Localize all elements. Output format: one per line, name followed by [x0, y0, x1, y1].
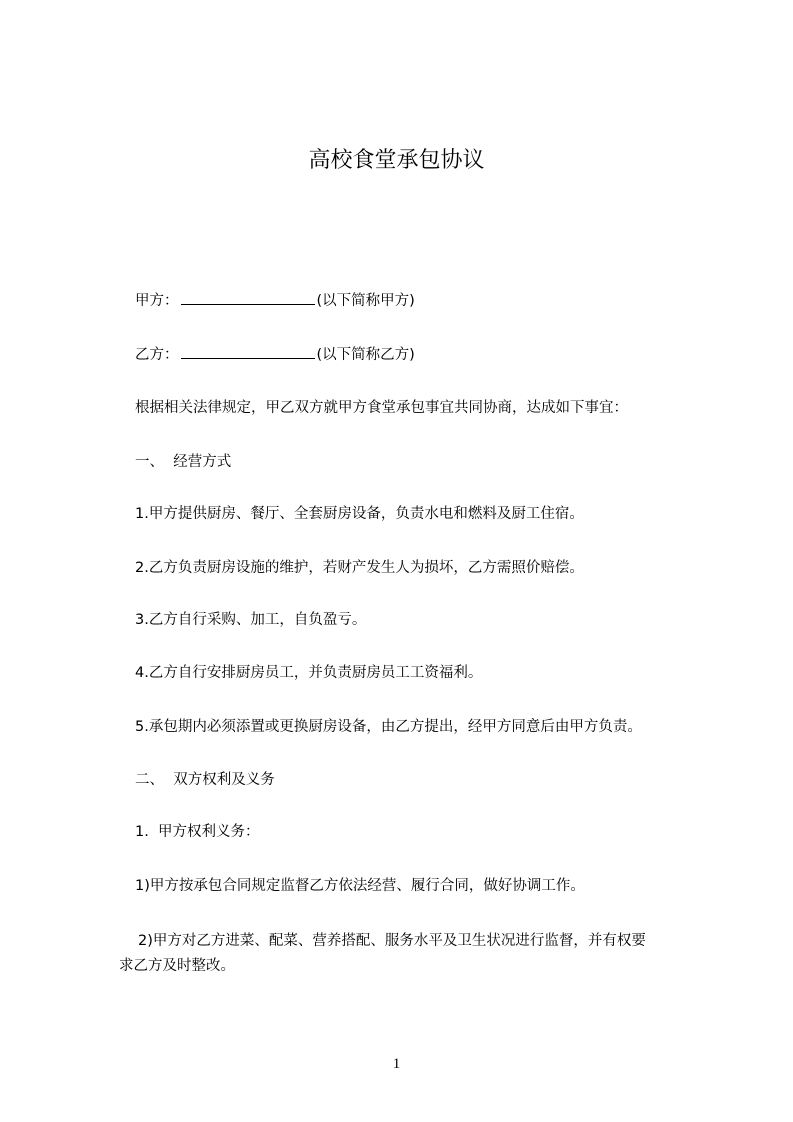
page-number: 1 — [392, 1056, 401, 1072]
section-2-heading: 二、 双方权利及义务 — [135, 772, 275, 788]
party-a-rights-item-2-continued: 求乙方及时整改。 — [119, 958, 235, 974]
party-a-line — [135, 290, 415, 311]
party-b-label: 乙方： — [135, 347, 179, 363]
section-1-heading: 一、 经营方式 — [135, 454, 232, 470]
party-b-blank — [181, 344, 315, 359]
party-b-note: (以下简称乙方) — [316, 347, 415, 363]
party-b-line — [135, 344, 415, 365]
section-1-item: 4.乙方自行安排厨房员工，并负责厨房员工工资福利。 — [135, 665, 483, 681]
document-title: 高校食堂承包协议 — [308, 148, 485, 173]
party-a-rights-item-1: 1)甲方按承包合同规定监督乙方依法经营、履行合同，做好协调工作。 — [135, 878, 585, 894]
party-a-rights-item-2: 2)甲方对乙方进菜、配菜、营养搭配、服务水平及卫生状况进行监督，并有权要 — [138, 933, 646, 949]
section-1-item: 1.甲方提供厨房、餐厅、全套厨房设备，负责水电和燃料及厨工住宿。 — [135, 506, 584, 522]
section-1-item: 2.乙方负责厨房设施的维护，若财产发生人为损坏，乙方需照价赔偿。 — [135, 560, 584, 576]
party-a-label: 甲方： — [135, 293, 179, 309]
party-a-note: (以下简称甲方) — [316, 293, 415, 309]
party-a-blank — [181, 290, 315, 305]
intro-paragraph: 根据相关法律规定，甲乙双方就甲方食堂承包事宜共同协商，达成如下事宜： — [135, 400, 628, 416]
section-1-item: 5.承包期内必须添置或更换厨房设备，由乙方提出，经甲方同意后由甲方负责。 — [135, 719, 642, 735]
section-1-item: 3.乙方自行采购、加工，自负盈亏。 — [135, 612, 367, 628]
party-a-rights-heading: 1. 甲方权利义务： — [135, 824, 260, 840]
